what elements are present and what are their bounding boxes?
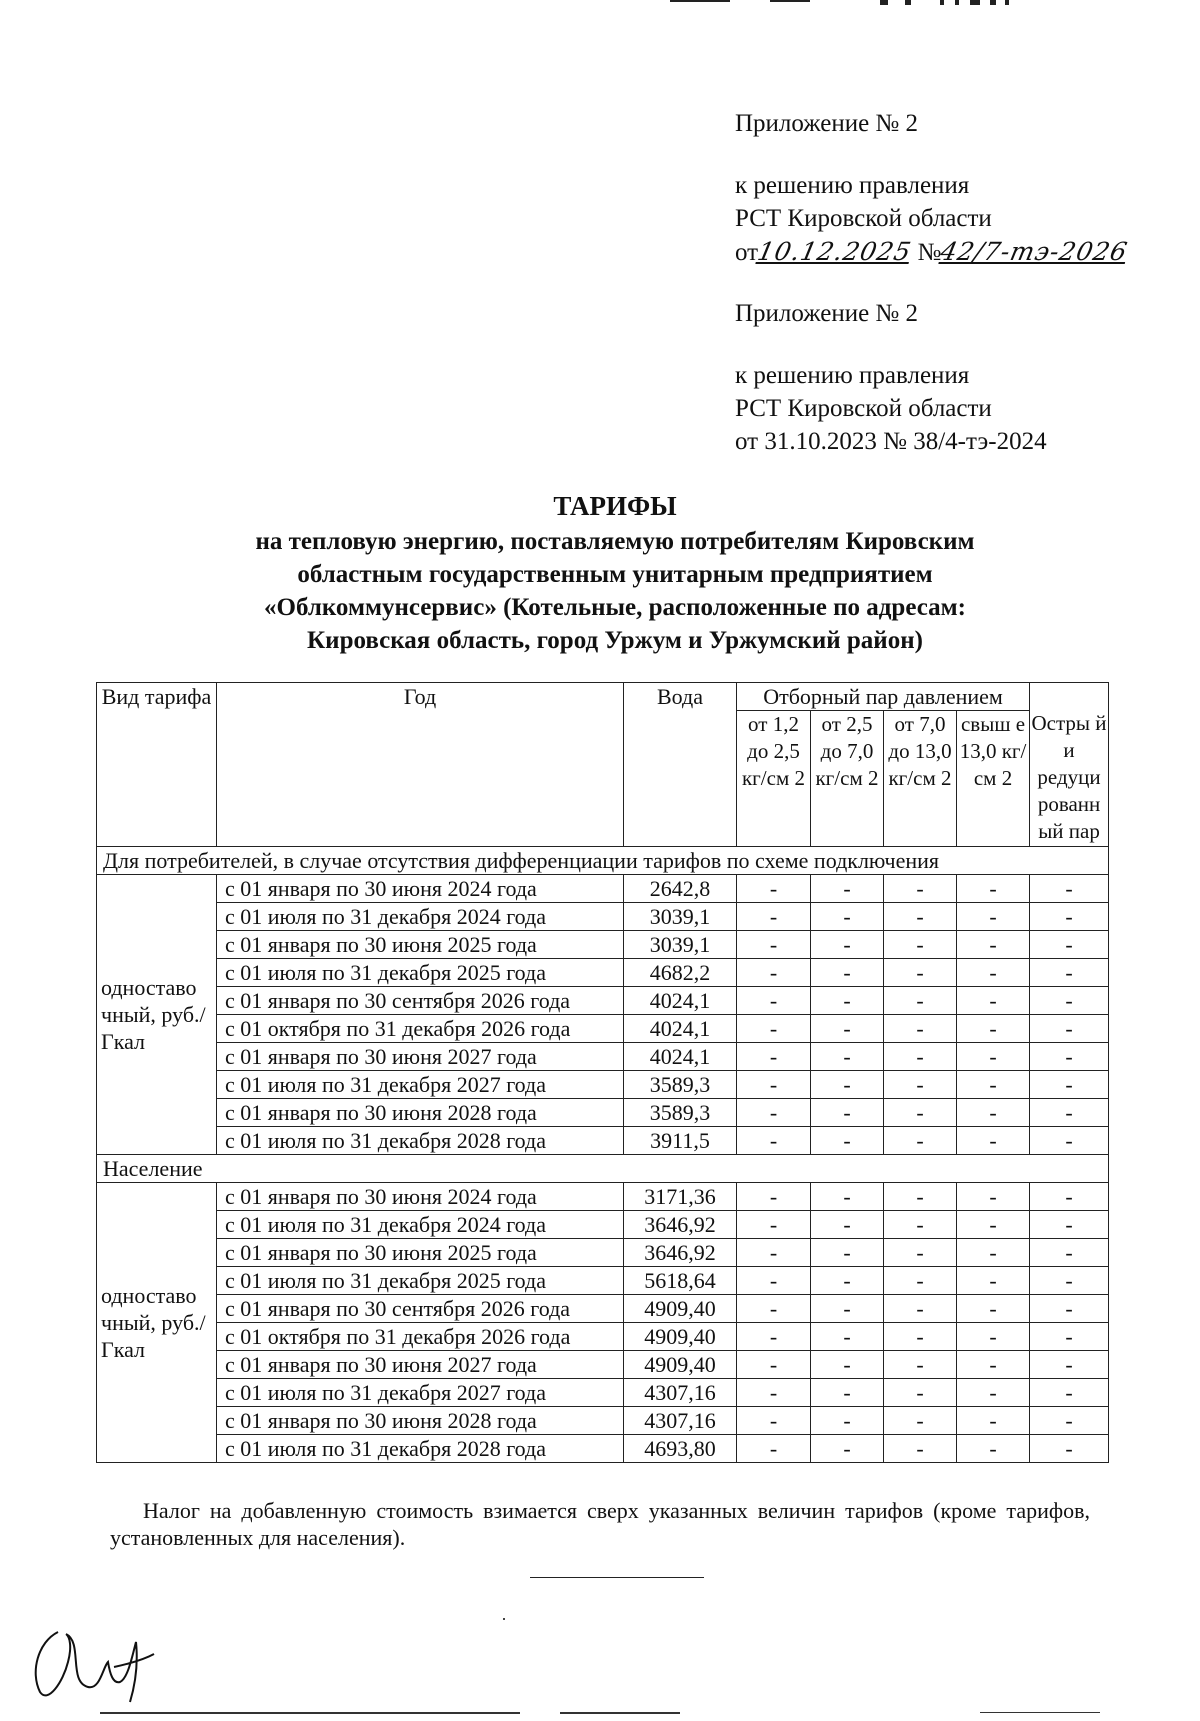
pressure-3-cell: -	[884, 875, 957, 903]
sharp-steam-cell: -	[1030, 1127, 1109, 1155]
pressure-2-cell: -	[811, 1099, 884, 1127]
period-cell: с 01 июля по 31 декабря 2027 года	[217, 1071, 624, 1099]
pressure-1-cell: -	[737, 1379, 811, 1407]
heading-line1: на тепловую энергию, поставляемую потребителям Кировским	[255, 528, 975, 555]
appendix-new-title: Приложение № 2	[735, 110, 919, 137]
table-row	[97, 1267, 1109, 1295]
period-cell: с 01 января по 30 июня 2024 года	[217, 1183, 624, 1211]
header-pressure-4: свыш е 13,0 кг/см 2	[957, 711, 1030, 847]
water-cell: 3039,1	[624, 903, 737, 931]
pressure-4-cell: -	[957, 1043, 1030, 1071]
pressure-4-cell: -	[957, 1071, 1030, 1099]
appendix-new	[735, 107, 1131, 269]
table-row	[97, 1435, 1109, 1463]
pressure-2-cell: -	[811, 1239, 884, 1267]
table-row	[97, 1043, 1109, 1071]
table-row	[97, 1211, 1109, 1239]
scan-artifact-bottom	[0, 1712, 1200, 1714]
table-row	[97, 1379, 1109, 1407]
water-cell: 3911,5	[624, 1127, 737, 1155]
pressure-2-cell: -	[811, 1211, 884, 1239]
water-cell: 4693,80	[624, 1435, 737, 1463]
pressure-1-cell: -	[737, 875, 811, 903]
pressure-4-cell: -	[957, 931, 1030, 959]
header-sharp-steam: Остры й и редуци рованн ый пар	[1030, 683, 1109, 847]
pressure-1-cell: -	[737, 1323, 811, 1351]
pressure-1-cell: -	[737, 1295, 811, 1323]
sharp-steam-cell: -	[1030, 1099, 1109, 1127]
pressure-1-cell: -	[737, 1351, 811, 1379]
water-cell: 4909,40	[624, 1295, 737, 1323]
water-cell: 2642,8	[624, 875, 737, 903]
tariff-kind-cell: одноставо чный, руб./Гкал	[97, 875, 217, 1155]
header-steam-group: Отборный пар давлением	[737, 683, 1030, 711]
pressure-4-cell: -	[957, 1015, 1030, 1043]
sharp-steam-cell: -	[1030, 1295, 1109, 1323]
sharp-steam-cell: -	[1030, 1435, 1109, 1463]
pressure-4-cell: -	[957, 1435, 1030, 1463]
number-prefix: №	[917, 239, 942, 266]
sharp-steam-cell: -	[1030, 931, 1109, 959]
pressure-3-cell: -	[884, 1099, 957, 1127]
pressure-3-cell: -	[884, 1071, 957, 1099]
pressure-3-cell: -	[884, 1015, 957, 1043]
sharp-steam-cell: -	[1030, 959, 1109, 987]
sharp-steam-cell: -	[1030, 987, 1109, 1015]
pressure-2-cell: -	[811, 1295, 884, 1323]
sharp-steam-cell: -	[1030, 903, 1109, 931]
pressure-2-cell: -	[811, 1351, 884, 1379]
pressure-3-cell: -	[884, 959, 957, 987]
pressure-3-cell: -	[884, 1407, 957, 1435]
pressure-1-cell: -	[737, 1127, 811, 1155]
period-cell: с 01 января по 30 июня 2025 года	[217, 931, 624, 959]
heading-line4: Кировская область, город Уржум и Уржумский район)	[307, 627, 923, 654]
header-kind: Вид тарифа	[97, 683, 217, 847]
pressure-4-cell: -	[957, 1211, 1030, 1239]
heading-line3: «Облкоммунсервис» (Котельные, расположенные по адресам:	[264, 594, 966, 621]
scan-artifact-top	[640, 0, 1100, 6]
pressure-4-cell: -	[957, 1323, 1030, 1351]
water-cell: 3589,3	[624, 1099, 737, 1127]
table-row	[97, 1407, 1109, 1435]
pressure-2-cell: -	[811, 959, 884, 987]
pressure-2-cell: -	[811, 931, 884, 959]
appendix-old-line1: к решению правления	[735, 362, 970, 389]
water-cell: 5618,64	[624, 1267, 737, 1295]
water-cell: 4909,40	[624, 1351, 737, 1379]
pressure-3-cell: -	[884, 1239, 957, 1267]
water-cell: 4682,2	[624, 959, 737, 987]
pressure-1-cell: -	[737, 1043, 811, 1071]
table-row	[97, 875, 1109, 903]
pressure-2-cell: -	[811, 1267, 884, 1295]
period-cell: с 01 июля по 31 декабря 2028 года	[217, 1435, 624, 1463]
handwritten-number: 42/7-тэ-2026	[938, 237, 1131, 266]
water-cell: 3171,36	[624, 1183, 737, 1211]
signature	[28, 1612, 158, 1707]
appendix-old	[735, 297, 1047, 458]
table-row	[97, 903, 1109, 931]
pressure-4-cell: -	[957, 1295, 1030, 1323]
sharp-steam-cell: -	[1030, 1071, 1109, 1099]
pressure-2-cell: -	[811, 1183, 884, 1211]
period-cell: с 01 июля по 31 декабря 2024 года	[217, 1211, 624, 1239]
table-row	[97, 959, 1109, 987]
water-cell: 4307,16	[624, 1407, 737, 1435]
handwritten-date: 10.12.2025	[755, 237, 915, 266]
table-row	[97, 1071, 1109, 1099]
table-row	[97, 1239, 1109, 1267]
header-pressure-2: от 2,5 до 7,0 кг/см 2	[811, 711, 884, 847]
table-row	[97, 1015, 1109, 1043]
water-cell: 3646,92	[624, 1239, 737, 1267]
water-cell: 4024,1	[624, 1015, 737, 1043]
appendix-old-line2: РСТ Кировской области	[735, 395, 992, 422]
period-cell: с 01 июля по 31 декабря 2027 года	[217, 1379, 624, 1407]
header-pressure-1: от 1,2 до 2,5 кг/см 2	[737, 711, 811, 847]
pressure-1-cell: -	[737, 959, 811, 987]
section-title: Население	[97, 1155, 1109, 1183]
pressure-2-cell: -	[811, 987, 884, 1015]
document-heading	[150, 490, 1080, 657]
header-pressure-3: от 7,0 до 13,0 кг/см 2	[884, 711, 957, 847]
table-row	[97, 931, 1109, 959]
pressure-2-cell: -	[811, 1043, 884, 1071]
table-row	[97, 1351, 1109, 1379]
pressure-3-cell: -	[884, 1211, 957, 1239]
period-cell: с 01 января по 30 июня 2027 года	[217, 1351, 624, 1379]
table-row	[97, 1099, 1109, 1127]
pressure-1-cell: -	[737, 987, 811, 1015]
heading-line2: областным государственным унитарным предприятием	[297, 561, 933, 588]
period-cell: с 01 июля по 31 декабря 2028 года	[217, 1127, 624, 1155]
period-cell: с 01 июля по 31 декабря 2025 года	[217, 959, 624, 987]
pressure-4-cell: -	[957, 1407, 1030, 1435]
pressure-3-cell: -	[884, 903, 957, 931]
water-cell: 3646,92	[624, 1211, 737, 1239]
pressure-1-cell: -	[737, 1435, 811, 1463]
pressure-2-cell: -	[811, 875, 884, 903]
pressure-1-cell: -	[737, 1239, 811, 1267]
appendix-new-line2: РСТ Кировской области	[735, 205, 992, 232]
pressure-4-cell: -	[957, 1127, 1030, 1155]
pressure-3-cell: -	[884, 931, 957, 959]
pressure-4-cell: -	[957, 987, 1030, 1015]
pressure-3-cell: -	[884, 1323, 957, 1351]
sharp-steam-cell: -	[1030, 1183, 1109, 1211]
section-row	[97, 1155, 1109, 1183]
pressure-4-cell: -	[957, 903, 1030, 931]
vat-note: Налог на добавленную стоимость взимается сверх указанных величин тарифов (кроме тарифов, установленных для населения).	[110, 1498, 1090, 1550]
period-cell: с 01 июля по 31 декабря 2024 года	[217, 903, 624, 931]
pressure-4-cell: -	[957, 1183, 1030, 1211]
pressure-3-cell: -	[884, 1183, 957, 1211]
pressure-3-cell: -	[884, 1351, 957, 1379]
appendix-old-line3: от 31.10.2023 № 38/4-тэ-2024	[735, 428, 1047, 455]
sharp-steam-cell: -	[1030, 1211, 1109, 1239]
pressure-2-cell: -	[811, 1323, 884, 1351]
pressure-1-cell: -	[737, 903, 811, 931]
table-row	[97, 1183, 1109, 1211]
date-prefix: от	[735, 239, 759, 266]
sharp-steam-cell: -	[1030, 1043, 1109, 1071]
table-body	[97, 847, 1109, 1463]
pressure-1-cell: -	[737, 1407, 811, 1435]
period-cell: с 01 января по 30 сентября 2026 года	[217, 1295, 624, 1323]
period-cell: с 01 января по 30 июня 2028 года	[217, 1099, 624, 1127]
pressure-1-cell: -	[737, 1183, 811, 1211]
sharp-steam-cell: -	[1030, 1267, 1109, 1295]
heading-title: ТАРИФЫ	[553, 491, 677, 521]
pressure-1-cell: -	[737, 1099, 811, 1127]
period-cell: с 01 октября по 31 декабря 2026 года	[217, 1323, 624, 1351]
section-title: Для потребителей, в случае отсутствия дифференциации тарифов по схеме подключения	[97, 847, 1109, 875]
period-cell: с 01 января по 30 июня 2027 года	[217, 1043, 624, 1071]
water-cell: 4909,40	[624, 1323, 737, 1351]
pressure-1-cell: -	[737, 1071, 811, 1099]
pressure-1-cell: -	[737, 1211, 811, 1239]
pressure-2-cell: -	[811, 1407, 884, 1435]
pressure-1-cell: -	[737, 1015, 811, 1043]
pressure-2-cell: -	[811, 1071, 884, 1099]
pressure-4-cell: -	[957, 959, 1030, 987]
water-cell: 3589,3	[624, 1071, 737, 1099]
section-row	[97, 847, 1109, 875]
pressure-4-cell: -	[957, 1099, 1030, 1127]
appendix-old-title: Приложение № 2	[735, 300, 919, 327]
pressure-4-cell: -	[957, 1267, 1030, 1295]
pressure-3-cell: -	[884, 1127, 957, 1155]
appendix-new-line1: к решению правления	[735, 172, 970, 199]
period-cell: с 01 июля по 31 декабря 2025 года	[217, 1267, 624, 1295]
tariffs-table	[96, 682, 1109, 1463]
divider-line	[530, 1577, 704, 1578]
table-row	[97, 1323, 1109, 1351]
scan-dot	[503, 1618, 505, 1620]
pressure-4-cell: -	[957, 1379, 1030, 1407]
water-cell: 3039,1	[624, 931, 737, 959]
sharp-steam-cell: -	[1030, 1323, 1109, 1351]
pressure-3-cell: -	[884, 1267, 957, 1295]
pressure-4-cell: -	[957, 1239, 1030, 1267]
water-cell: 4307,16	[624, 1379, 737, 1407]
appendix-new-date-line	[735, 235, 1131, 269]
period-cell: с 01 января по 30 июня 2025 года	[217, 1239, 624, 1267]
water-cell: 4024,1	[624, 1043, 737, 1071]
pressure-1-cell: -	[737, 931, 811, 959]
table-row	[97, 987, 1109, 1015]
table-row	[97, 1295, 1109, 1323]
period-cell: с 01 января по 30 июня 2028 года	[217, 1407, 624, 1435]
header-water: Вода	[624, 683, 737, 847]
tariff-kind-cell: одноставо чный, руб./Гкал	[97, 1183, 217, 1463]
pressure-3-cell: -	[884, 1435, 957, 1463]
pressure-2-cell: -	[811, 903, 884, 931]
pressure-2-cell: -	[811, 1379, 884, 1407]
header-year: Год	[217, 683, 624, 847]
water-cell: 4024,1	[624, 987, 737, 1015]
sharp-steam-cell: -	[1030, 1407, 1109, 1435]
pressure-4-cell: -	[957, 1351, 1030, 1379]
sharp-steam-cell: -	[1030, 1015, 1109, 1043]
sharp-steam-cell: -	[1030, 1379, 1109, 1407]
pressure-3-cell: -	[884, 1379, 957, 1407]
sharp-steam-cell: -	[1030, 1239, 1109, 1267]
period-cell: с 01 января по 30 июня 2024 года	[217, 875, 624, 903]
pressure-1-cell: -	[737, 1267, 811, 1295]
pressure-2-cell: -	[811, 1127, 884, 1155]
sharp-steam-cell: -	[1030, 1351, 1109, 1379]
pressure-2-cell: -	[811, 1015, 884, 1043]
pressure-3-cell: -	[884, 1043, 957, 1071]
pressure-2-cell: -	[811, 1435, 884, 1463]
period-cell: с 01 октября по 31 декабря 2026 года	[217, 1015, 624, 1043]
pressure-4-cell: -	[957, 875, 1030, 903]
pressure-3-cell: -	[884, 1295, 957, 1323]
period-cell: с 01 января по 30 сентября 2026 года	[217, 987, 624, 1015]
pressure-3-cell: -	[884, 987, 957, 1015]
table-row	[97, 1127, 1109, 1155]
sharp-steam-cell: -	[1030, 875, 1109, 903]
